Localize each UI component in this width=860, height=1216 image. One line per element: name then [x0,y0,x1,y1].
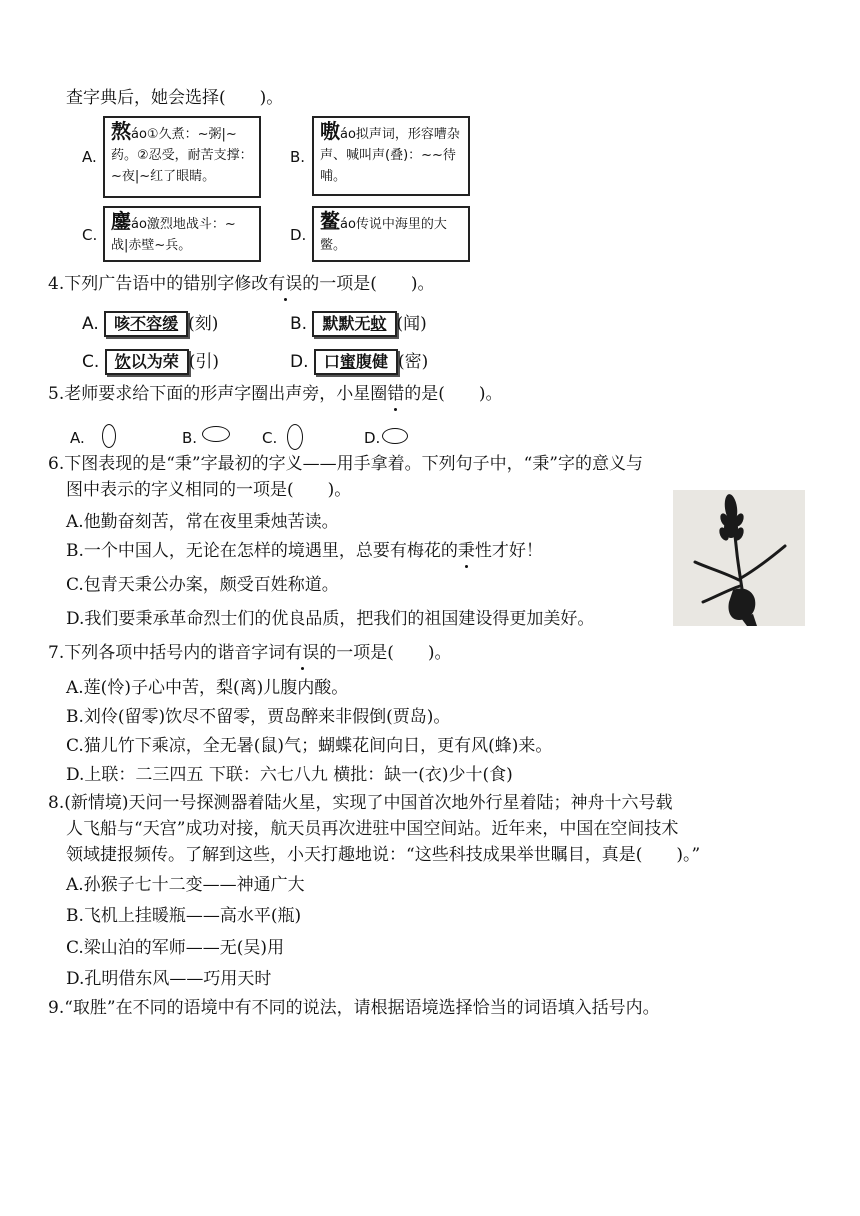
q4-option-d[interactable] [290,349,428,375]
q4-option-c-letter: C. [82,352,100,372]
q5-option-c-letter: C. [262,429,278,447]
q5-option-a-circle [102,424,116,448]
q6-stem-line2: 图中表示的字义相同的一项是( )。 [66,480,352,500]
q5-option-a-letter: A. [70,429,85,447]
q6-c-post: 公办案，颇受百姓称道。 [151,575,339,595]
q8-stem-line2: 人飞船与“天宫”成功对接，航天员再次进驻中国空间站。近年来，中国在空间技术 [66,819,679,839]
q6-d-pre: D.我们要 [66,609,136,629]
q4-option-c-ad [105,349,189,375]
q3-option-a-head: 熬 [111,119,131,143]
q4-stem-pre: 4.下列广告语中的错别字修改 [48,274,269,294]
q8-option-d[interactable]: D.孔明借东风——巧用天时 [66,969,272,989]
q4-d-ad-underlined: 蜜 [339,352,356,371]
q4-a-ad-underlined: 不容缓 [130,314,179,333]
q5-option-b-circle [202,426,230,442]
q4-option-b-letter: B. [290,314,308,334]
q3-option-a-letter: A. [82,148,97,166]
q4-b-ad-pre: 默默无 [322,314,371,333]
q4-d-ad-pre: 口 [323,352,340,371]
q5-option-d-letter: D. [364,429,381,447]
q4-option-b-ad [312,311,396,337]
q4-option-a-fix: (刻) [188,314,219,334]
q7-option-a[interactable]: A.莲(怜)子心中苦，梨(离)儿腹内酸。 [66,678,349,698]
q6-b-pre: B.一个中国人，无论在怎样的境遇里，总要有梅花的 [66,541,458,561]
q6-stem-line1: 6.下图表现的是“秉”字最初的字义——用手拿着。下列句子中，“秉”字的意义与 [48,454,643,474]
q3-option-b-head: 嗷 [320,119,340,143]
q3-option-a-card[interactable] [103,116,261,198]
q4-stem-emphasis: 有误 [268,274,303,294]
q7-option-c[interactable]: C.猫儿竹下乘凉，全无暑(鼠)气；蝴蝶花间向日，更有风(蜂)来。 [66,736,553,756]
q8-option-c[interactable]: C.梁山泊的军师——无(吴)用 [66,938,285,958]
q3-option-d-text: áo传说中海里的大鳖。 [320,217,447,253]
q7-option-d[interactable]: D.上联：二三四五 下联：六七八九 横批：缺一(衣)少十(食) [66,765,513,785]
q6-d-post: 承革命烈士们的优良品质，把我们的祖国建设得更加美好。 [152,609,595,629]
q4-option-c-fix: (引) [188,352,219,372]
q5-option-b[interactable] [182,426,197,450]
q4-option-d-ad [314,349,398,375]
q4-stem [48,272,435,296]
q6-option-b[interactable] [66,539,543,563]
q5-option-c-circle [287,424,303,450]
q5-stem-post: 的是( )。 [404,384,503,404]
q3-option-d-letter: D. [290,226,307,244]
q4-option-d-fix: (密) [397,352,429,372]
q8-option-b[interactable]: B.飞机上挂暖瓶——高水平(瓶) [66,906,302,926]
q3-stem: 查字典后，她会选择( )。 [66,88,284,108]
q5-option-d-circle [382,428,408,444]
hand-holding-wheat-image [673,490,805,626]
q9-stem: 9.“取胜”在不同的语境中有不同的说法，请根据语境选择恰当的词语填入括号内。 [48,998,660,1018]
q4-d-ad-post: 腹健 [355,352,388,371]
q4-b-ad-underlined: 蚊 [370,314,387,333]
q5-stem [48,382,503,406]
q4-c-ad-underlined: 饮 [114,352,131,371]
q6-a-post: 烛苦读。 [270,512,339,532]
q6-c-key: 秉 [134,575,152,595]
q6-option-d[interactable] [66,607,594,631]
q3-option-a-text: áo①久煮：~粥|~药。②忍受，耐苦支撑：~夜|~红了眼睛。 [111,127,253,184]
q4-option-b-fix: (闻) [396,314,427,334]
q6-d-key: 秉 [135,609,153,629]
q4-stem-post: 的一项是( )。 [302,274,435,294]
q7-stem [48,641,452,665]
q3-option-d-head: 鳌 [320,209,340,233]
q6-b-key: 秉 [457,541,475,561]
q6-a-pre: A.他勤奋刻苦，常在夜里 [66,512,254,532]
q3-option-c-card[interactable] [103,206,261,262]
q5-stem-pre: 5.老师要求给下面的形声字圈出声旁，小星圈 [48,384,388,404]
q3-option-c-letter: C. [82,226,98,244]
q6-a-key: 秉 [253,512,271,532]
q4-option-d-letter: D. [290,352,309,372]
q5-option-a[interactable] [70,426,85,450]
q6-option-a[interactable] [66,510,339,534]
q7-stem-post: 的一项是( )。 [319,643,452,663]
q4-option-a-letter: A. [82,314,99,334]
q8-stem-line1: 8.(新情境)天问一号探测器着陆火星，实现了中国首次地外行星着陆；神舟十六号载 [48,793,673,813]
q4-option-b[interactable] [290,311,427,337]
q8-stem-line3: 领域捷报频传。了解到这些，小天打趣地说：“这些科技成果举世瞩目，真是( )。” [66,845,701,865]
q7-option-b[interactable]: B.刘伶(留零)饮尽不留零，贾岛醉来非假倒(贾岛)。 [66,707,451,727]
q5-option-d[interactable] [364,426,380,450]
q7-stem-pre: 7.下列各项中括号内的谐音字词 [48,643,286,663]
q3-option-d-card[interactable] [312,206,470,262]
q3-option-b-text: áo拟声词，形容嘈杂声、喊叫声(叠)：~~待哺。 [320,127,460,184]
q4-c-ad-post: 以为荣 [130,352,179,371]
q6-b-post: 性才好！ [474,541,543,561]
q3-option-c-head: 鏖 [111,209,131,233]
q5-option-b-letter: B. [182,429,198,447]
q5-option-c[interactable] [262,426,277,450]
q4-option-a[interactable] [82,311,218,337]
q3-option-b-card[interactable] [312,116,470,196]
q6-c-pre: C.包青天 [66,575,135,595]
q6-option-c[interactable] [66,573,339,597]
q7-stem-emphasis: 有误 [285,643,320,663]
q8-option-a[interactable]: A.孙猴子七十二变——神通广大 [66,875,305,895]
q5-stem-emphasis: 错 [387,384,405,404]
q3-option-b-letter: B. [290,148,306,166]
q4-option-a-ad [104,311,188,337]
q3-option-c-text: áo激烈地战斗：~战|赤壁~兵。 [111,217,236,253]
q4-option-c[interactable] [82,349,219,375]
q4-a-ad-pre: 咳 [114,314,131,333]
